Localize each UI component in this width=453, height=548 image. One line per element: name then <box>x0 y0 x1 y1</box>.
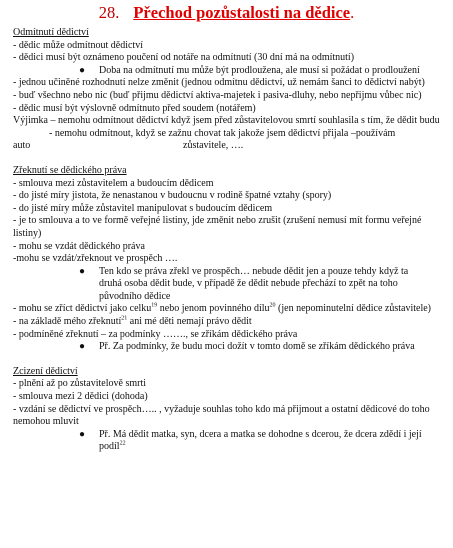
footnote-ref: 21 <box>121 315 128 322</box>
text-fragment: (jen nepominutelní dědice zůstavitele) <box>275 303 432 315</box>
text-line: - je to smlouva a to ve formě veřejné listiny, jde změnit nebo zrušit (zrušení nemusí mít formu veřejné listiny) <box>13 215 422 239</box>
bullet-text: Doba na odmítnutí mu může být prodloužena, ale musí si požádat o prodloužení <box>99 64 420 76</box>
text-line: - nemohu odmítnout, když se zažnu chovat tak jakože jsem dědictví přijala –používám <box>49 127 396 139</box>
text-line: - mohu se vzdát dědického práva <box>13 240 145 252</box>
text-line: - vzdání se dědictví ve prospěch….. , vyžaduje souhlas toho kdo má přijmout a ostatní dědicové do toho nemohou mluvit <box>13 403 430 428</box>
text-line: - podmíněné zřeknutí – za podmínky ……., se zříkám dědického práva <box>13 328 298 340</box>
footnote-ref: 19 <box>151 303 158 310</box>
bullet-item <box>13 266 443 304</box>
text-fragment: nebo jenom povinného dílu <box>157 303 270 315</box>
text-line: - dědic musí být výslovně odmítnuto před soudem (notářem) <box>13 102 256 114</box>
bullet-icon: ● <box>79 428 86 440</box>
text-line: - do jisté míry jistota, že nenastanou v budoucnu v rodině špatné vztahy (spory) <box>13 190 332 202</box>
text-fragment: ani mé děti nemají právo dědit <box>127 316 252 328</box>
bullet-icon: ● <box>79 341 86 353</box>
bullet-item <box>13 65 443 78</box>
text-line: - jednou učiněné rozhodnutí nelze změnit (jednou odmítnu dědictví, už nemám šanci to dědictví nabýt) <box>13 77 425 89</box>
text-line <box>13 316 443 329</box>
text-line: - dědic může odmítnout dědictví <box>13 39 143 51</box>
text-line: - buď všechno nebo nic (buď přijmu dědictví aktiva-majetek i pasiva-dluhy, nebo nepřijmu vůbec nic) <box>13 89 422 101</box>
text-line: - smlouva mezi zůstavitelem a budoucím dědicem <box>13 177 214 189</box>
footnote-ref: 22 <box>119 441 126 448</box>
text-fragment: auto <box>13 140 31 152</box>
title-dot: . <box>350 3 355 22</box>
section-heading-odmitnuti: Odmítnutí dědictví <box>13 27 89 38</box>
title-text: Přechod pozůstalosti na dědice <box>133 3 351 22</box>
text-line: Výjimka – nemohu odmítnout dědictví když jsem před zůstavitelovou smrtí souhlasila s tím, že dědit budu <box>13 115 440 127</box>
bullet-text: Př. Za podmínky, že budu moci dožít v tomto domě se zříkám dědického práva <box>99 341 415 353</box>
text-line: - smlouva mezi 2 dědici (dohoda) <box>13 391 148 403</box>
text-line: - do jisté míry může zůstavitel manipulovat s budoucím dědicem <box>13 202 273 214</box>
text-line: - dědici musí být oznámeno poučení od notáře na odmítnutí (30 dní má na odmítnutí) <box>13 52 355 64</box>
text-fragment: - mohu se zříct dědictví jako celku <box>13 303 152 315</box>
footnote-ref: 20 <box>269 303 276 310</box>
section-heading-zreknuti: Zřeknutí se dědického práva <box>13 164 127 176</box>
document-body <box>13 27 443 454</box>
bullet-text: Př. Má dědit matka, syn, dcera a matka se dohodne s dcerou, že dcera zdědí i její podíl <box>99 428 422 453</box>
text-fragment: - na základě mého zřeknutí <box>13 316 122 328</box>
section-heading-zcizeni: Zcizení dědictví <box>13 365 78 377</box>
page-title <box>0 3 453 23</box>
text-line <box>13 303 443 316</box>
bullet-icon: ● <box>79 265 86 277</box>
text-line <box>13 140 443 153</box>
title-number: 28. <box>98 3 120 22</box>
bullet-item <box>13 341 443 354</box>
bullet-item <box>13 429 443 454</box>
text-line: -mohu se vzdát/zřeknout ve prospěch …. <box>13 253 178 265</box>
text-line: - plnění až po zůstavitelově smrti <box>13 378 147 390</box>
text-fragment: zůstavitele, …. <box>183 140 244 152</box>
bullet-text: Ten kdo se práva zřekl ve prospěch… nebude dědit jen a pouze tehdy když ta druhá osoba dědit bude, v případě že dědit nebude přechází to zpět na toho původního dědice <box>99 265 409 302</box>
bullet-icon: ● <box>79 64 86 76</box>
